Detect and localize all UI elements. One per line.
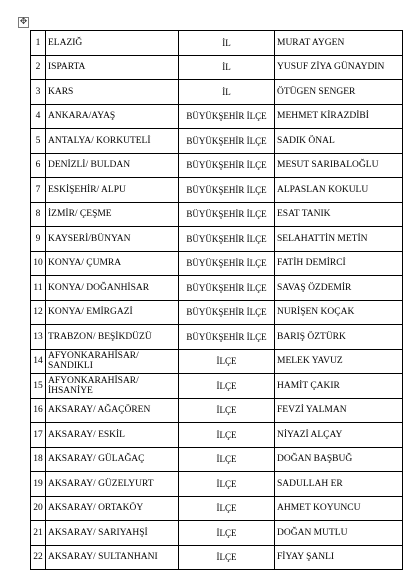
table-row: [31, 349, 403, 374]
name-cell: FATİH DEMİRCİ: [275, 251, 403, 276]
type-cell: BÜYÜKŞEHİR İLÇE: [179, 129, 275, 154]
table-row: [31, 496, 403, 521]
name-cell: SAVAŞ ÖZDEMİR: [275, 276, 403, 301]
place-cell: KONYA/ ÇUMRA: [46, 251, 179, 276]
table-row: [31, 472, 403, 497]
place-cell: ANKARA/AYAŞ: [46, 104, 179, 129]
type-cell: İLÇE: [179, 423, 275, 448]
name-cell: MELEK YAVUZ: [275, 349, 403, 374]
name-cell: MURAT AYGEN: [275, 31, 403, 56]
table-row: [31, 276, 403, 301]
table-row: [31, 55, 403, 80]
table-row: [31, 325, 403, 350]
type-cell: İLÇE: [179, 545, 275, 570]
place-cell: AKSARAY/ ESKİL: [46, 423, 179, 448]
type-cell: İL: [179, 80, 275, 105]
type-cell: BÜYÜKŞEHİR İLÇE: [179, 251, 275, 276]
name-cell: HAMİT ÇAKIR: [275, 374, 403, 399]
type-cell: BÜYÜKŞEHİR İLÇE: [179, 202, 275, 227]
name-cell: BARIŞ ÖZTÜRK: [275, 325, 403, 350]
table-body: [31, 31, 403, 570]
row-number: 13: [31, 325, 46, 350]
type-cell: BÜYÜKŞEHİR İLÇE: [179, 104, 275, 129]
name-cell: SADIK ÖNAL: [275, 129, 403, 154]
place-cell: KONYA/ EMİRGAZİ: [46, 300, 179, 325]
table-row: [31, 104, 403, 129]
row-number: 12: [31, 300, 46, 325]
type-cell: İLÇE: [179, 349, 275, 374]
assignment-table: [30, 30, 403, 570]
table-row: [31, 80, 403, 105]
place-cell: KAYSERİ/BÜNYAN: [46, 227, 179, 252]
table-row: [31, 251, 403, 276]
place-cell: AKSARAY/ AĞAÇÖREN: [46, 398, 179, 423]
row-number: 3: [31, 80, 46, 105]
row-number: 7: [31, 178, 46, 203]
table-row: [31, 521, 403, 546]
type-cell: İLÇE: [179, 472, 275, 497]
name-cell: SELAHATTİN METİN: [275, 227, 403, 252]
row-number: 18: [31, 447, 46, 472]
place-cell: AKSARAY/ GÜZELYURT: [46, 472, 179, 497]
table-row: [31, 447, 403, 472]
place-cell: ISPARTA: [46, 55, 179, 80]
type-cell: BÜYÜKŞEHİR İLÇE: [179, 276, 275, 301]
type-cell: İLÇE: [179, 374, 275, 399]
row-number: 15: [31, 374, 46, 399]
row-number: 2: [31, 55, 46, 80]
place-cell: ELAZIĞ: [46, 31, 179, 56]
place-cell: İZMİR/ ÇEŞME: [46, 202, 179, 227]
row-number: 10: [31, 251, 46, 276]
row-number: 8: [31, 202, 46, 227]
type-cell: İL: [179, 31, 275, 56]
type-cell: İLÇE: [179, 398, 275, 423]
table-move-handle-icon[interactable]: ✥: [19, 17, 28, 27]
type-cell: BÜYÜKŞEHİR İLÇE: [179, 325, 275, 350]
type-cell: BÜYÜKŞEHİR İLÇE: [179, 178, 275, 203]
type-cell: BÜYÜKŞEHİR İLÇE: [179, 153, 275, 178]
type-cell: İL: [179, 55, 275, 80]
name-cell: NURİŞEN KOÇAK: [275, 300, 403, 325]
type-cell: BÜYÜKŞEHİR İLÇE: [179, 300, 275, 325]
place-cell: KARS: [46, 80, 179, 105]
table-row: [31, 129, 403, 154]
table-row: [31, 202, 403, 227]
name-cell: AHMET KOYUNCU: [275, 496, 403, 521]
name-cell: FEVZİ YALMAN: [275, 398, 403, 423]
row-number: 21: [31, 521, 46, 546]
row-number: 9: [31, 227, 46, 252]
type-cell: İLÇE: [179, 447, 275, 472]
row-number: 4: [31, 104, 46, 129]
name-cell: MESUT SARIBALOĞLU: [275, 153, 403, 178]
row-number: 20: [31, 496, 46, 521]
row-number: 5: [31, 129, 46, 154]
type-cell: İLÇE: [179, 496, 275, 521]
row-number: 22: [31, 545, 46, 570]
place-cell: KONYA/ DOĞANHİSAR: [46, 276, 179, 301]
place-cell: TRABZON/ BEŞİKDÜZÜ: [46, 325, 179, 350]
place-cell: AKSARAY/ GÜLAĞAÇ: [46, 447, 179, 472]
place-cell: DENİZLİ/ BULDAN: [46, 153, 179, 178]
table-row: [31, 227, 403, 252]
place-cell: AKSARAY/ SULTANHANI: [46, 545, 179, 570]
place-cell: AKSARAY/ ORTAKÖY: [46, 496, 179, 521]
table-row: [31, 423, 403, 448]
place-cell: AFYONKARAHİSAR/ SANDIKLI: [46, 349, 179, 374]
table-row: [31, 178, 403, 203]
row-number: 6: [31, 153, 46, 178]
table-row: [31, 545, 403, 570]
type-cell: İLÇE: [179, 521, 275, 546]
type-cell: BÜYÜKŞEHİR İLÇE: [179, 227, 275, 252]
place-cell: ESKİŞEHİR/ ALPU: [46, 178, 179, 203]
name-cell: ÖTÜGEN SENGER: [275, 80, 403, 105]
name-cell: FİYAY ŞANLI: [275, 545, 403, 570]
row-number: 19: [31, 472, 46, 497]
place-cell: AKSARAY/ SARIYAHŞİ: [46, 521, 179, 546]
name-cell: MEHMET KİRAZDİBİ: [275, 104, 403, 129]
name-cell: YUSUF ZİYA GÜNAYDIN: [275, 55, 403, 80]
table-row: [31, 374, 403, 399]
row-number: 11: [31, 276, 46, 301]
table-row: [31, 31, 403, 56]
name-cell: SADULLAH ER: [275, 472, 403, 497]
row-number: 1: [31, 31, 46, 56]
row-number: 16: [31, 398, 46, 423]
row-number: 17: [31, 423, 46, 448]
name-cell: ALPASLAN KOKULU: [275, 178, 403, 203]
name-cell: DOĞAN MUTLU: [275, 521, 403, 546]
table-row: [31, 398, 403, 423]
place-cell: AFYONKARAHİSAR/ İHSANİYE: [46, 374, 179, 399]
name-cell: ESAT TANIK: [275, 202, 403, 227]
row-number: 14: [31, 349, 46, 374]
table-row: [31, 300, 403, 325]
name-cell: DOĞAN BAŞBUĞ: [275, 447, 403, 472]
table-row: [31, 153, 403, 178]
place-cell: ANTALYA/ KORKUTELİ: [46, 129, 179, 154]
name-cell: NİYAZİ ALÇAY: [275, 423, 403, 448]
